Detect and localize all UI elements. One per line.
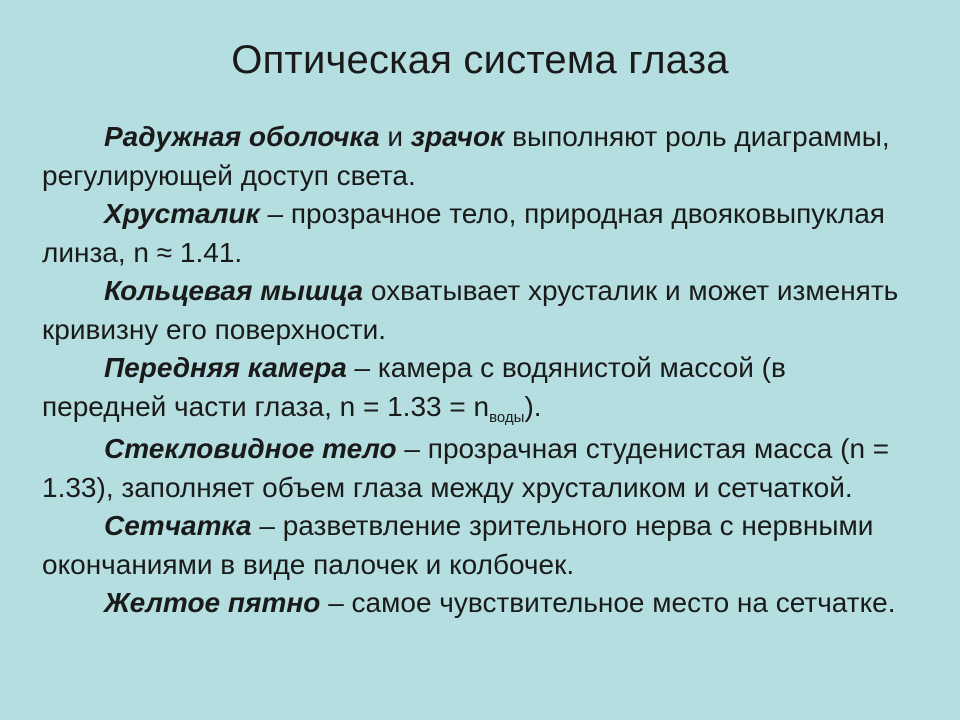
term-ciliary-muscle: Кольцевая мышца (104, 275, 364, 306)
term-lens: Хрусталик (104, 198, 260, 229)
slide-content (42, 118, 902, 623)
term-anterior-chamber: Передняя камера (104, 352, 347, 383)
paragraph-iris-pupil (42, 118, 902, 195)
term-retina: Сетчатка (104, 510, 252, 541)
paragraph-lens (42, 195, 902, 272)
paragraph-anterior-chamber (42, 349, 902, 426)
term-vitreous-body: Стекловидное тело (104, 433, 397, 464)
paragraph-retina (42, 507, 902, 584)
term-macula: Желтое пятно (104, 587, 321, 618)
paragraph-text: – прозрачное тело, природная двояковыпуклая линза, n ≈ 1.41. (42, 198, 885, 268)
paragraph-text: выполняют роль диаграммы, регулирующей доступ света. (42, 121, 890, 191)
slide-title: Оптическая система глаза (231, 38, 729, 82)
paragraph-ciliary-muscle (42, 272, 902, 349)
paragraph-text: охватывает хрусталик и может изменять кривизну его поверхности. (42, 275, 899, 345)
paragraph-text: – камера с водянистой массой (в передней части глаза, n = 1.33 = n (42, 352, 786, 422)
paragraph-text: – разветвление зрительного нерва с нервными окончаниями в виде палочек и колбочек. (42, 510, 874, 580)
paragraph-macula (42, 584, 902, 623)
conjunction-text: и (379, 121, 411, 152)
paragraph-text-end: ). (524, 390, 542, 422)
subscript-water: воды (489, 408, 525, 426)
paragraph-vitreous-body (42, 430, 902, 507)
paragraph-text: – самое чувствительное место на сетчатке. (320, 587, 896, 618)
term-iris: Радужная оболочка (104, 121, 380, 152)
paragraph-text: – прозрачная студенистая масса (n = 1.33), заполняет объем глаза между хрусталиком и сетчаткой. (42, 433, 890, 503)
term-pupil: зрачок (410, 121, 505, 152)
